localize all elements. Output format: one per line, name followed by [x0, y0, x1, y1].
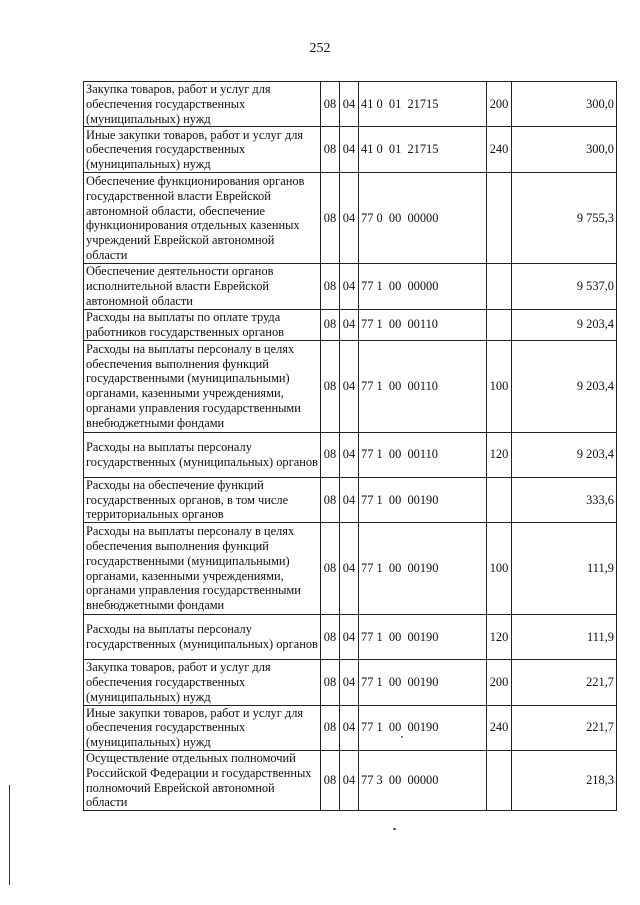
margin-scan-line — [9, 785, 10, 885]
amount-cell: 111,9 — [512, 615, 617, 660]
amount-cell: 9 203,4 — [512, 340, 617, 432]
target-article-cell: 77 1 00 00110 — [359, 309, 487, 340]
expense-type-cell: 200 — [487, 82, 512, 127]
subsection-code-cell: 04 — [340, 432, 359, 477]
section-code-cell: 08 — [321, 523, 340, 615]
section-code-cell: 08 — [321, 615, 340, 660]
section-code-cell: 08 — [321, 264, 340, 309]
expense-name-cell: Осуществление отдельных полномочий Российской Федерации и государственных полномочий Еврейской автономной области — [84, 750, 321, 810]
expense-name-cell: Иные закупки товаров, работ и услуг для обеспечения государственных (муниципальных) нужд — [84, 127, 321, 173]
expense-name-cell: Расходы на выплаты по оплате труда работников государственных органов — [84, 309, 321, 340]
section-code-cell: 08 — [321, 432, 340, 477]
expense-name-cell: Расходы на выплаты персоналу в целях обеспечения выполнения функций государственными (муниципальными) органами, казенными учреждениями, органами управления государственными внебюджетными фондами — [84, 340, 321, 432]
target-article-cell: 77 3 00 00000 — [359, 750, 487, 810]
subsection-code-cell: 04 — [340, 309, 359, 340]
target-article-cell: 77 1 00 00000 — [359, 264, 487, 309]
section-code-cell: 08 — [321, 705, 340, 750]
section-code-cell: 08 — [321, 340, 340, 432]
expense-name-cell: Закупка товаров, работ и услуг для обеспечения государственных (муниципальных) нужд — [84, 660, 321, 705]
expense-type-cell: 200 — [487, 660, 512, 705]
table-row — [84, 309, 617, 340]
table-row — [84, 705, 617, 750]
subsection-code-cell: 04 — [340, 264, 359, 309]
section-code-cell: 08 — [321, 660, 340, 705]
target-article-cell: 41 0 01 21715 — [359, 127, 487, 173]
target-article-cell: 77 1 00 00110 — [359, 340, 487, 432]
section-code-cell: 08 — [321, 477, 340, 522]
table-row — [84, 173, 617, 264]
subsection-code-cell: 04 — [340, 477, 359, 522]
subsection-code-cell: 04 — [340, 750, 359, 810]
expense-type-cell: 120 — [487, 615, 512, 660]
target-article-cell: 77 1 00 00190 — [359, 705, 487, 750]
expense-type-cell — [487, 264, 512, 309]
amount-cell: 300,0 — [512, 127, 617, 173]
expense-type-cell — [487, 173, 512, 264]
target-article-cell: 77 0 00 00000 — [359, 173, 487, 264]
table-row — [84, 340, 617, 432]
expense-name-cell: Расходы на выплаты персоналу в целях обеспечения выполнения функций государственными (муниципальными) органами, казенными учреждениями, органами управления государственными внебюджетными фондами — [84, 523, 321, 615]
target-article-cell: 77 1 00 00190 — [359, 615, 487, 660]
table-row — [84, 82, 617, 127]
table-row — [84, 523, 617, 615]
amount-cell: 221,7 — [512, 660, 617, 705]
amount-cell: 300,0 — [512, 82, 617, 127]
section-code-cell: 08 — [321, 82, 340, 127]
subsection-code-cell: 04 — [340, 523, 359, 615]
expense-name-cell: Расходы на обеспечение функций государственных органов, в том числе территориальных органов — [84, 477, 321, 522]
budget-table-body — [84, 82, 617, 811]
table-row — [84, 264, 617, 309]
amount-cell: 9 203,4 — [512, 432, 617, 477]
subsection-code-cell: 04 — [340, 82, 359, 127]
expense-type-cell: 240 — [487, 705, 512, 750]
scan-speck — [401, 736, 403, 738]
subsection-code-cell: 04 — [340, 340, 359, 432]
target-article-cell: 77 1 00 00190 — [359, 477, 487, 522]
expense-name-cell: Расходы на выплаты персоналу государственных (муниципальных) органов — [84, 615, 321, 660]
expense-name-cell: Расходы на выплаты персоналу государственных (муниципальных) органов — [84, 432, 321, 477]
expense-name-cell: Обеспечение деятельности органов исполнительной власти Еврейской автономной области — [84, 264, 321, 309]
table-row — [84, 477, 617, 522]
target-article-cell: 77 1 00 00110 — [359, 432, 487, 477]
expense-name-cell: Обеспечение функционирования органов государственной власти Еврейской автономной области, обеспечение функционирования отдельных казенных учреждений Еврейской автономной области — [84, 173, 321, 264]
expense-type-cell: 100 — [487, 340, 512, 432]
expense-name-cell: Закупка товаров, работ и услуг для обеспечения государственных (муниципальных) нужд — [84, 82, 321, 127]
expense-type-cell: 120 — [487, 432, 512, 477]
scan-speck — [393, 828, 396, 830]
expense-type-cell — [487, 309, 512, 340]
subsection-code-cell: 04 — [340, 660, 359, 705]
table-row — [84, 127, 617, 173]
page-number: 252 — [309, 41, 331, 56]
amount-cell: 9 755,3 — [512, 173, 617, 264]
subsection-code-cell: 04 — [340, 173, 359, 264]
expense-type-cell: 240 — [487, 127, 512, 173]
target-article-cell: 77 1 00 00190 — [359, 523, 487, 615]
target-article-cell: 41 0 01 21715 — [359, 82, 487, 127]
amount-cell: 333,6 — [512, 477, 617, 522]
expense-type-cell — [487, 750, 512, 810]
budget-table — [83, 81, 617, 811]
section-code-cell: 08 — [321, 173, 340, 264]
table-row — [84, 660, 617, 705]
table-row — [84, 432, 617, 477]
amount-cell: 111,9 — [512, 523, 617, 615]
table-row — [84, 615, 617, 660]
section-code-cell: 08 — [321, 127, 340, 173]
table-row — [84, 750, 617, 810]
target-article-cell: 77 1 00 00190 — [359, 660, 487, 705]
amount-cell: 9 537,0 — [512, 264, 617, 309]
subsection-code-cell: 04 — [340, 127, 359, 173]
amount-cell: 218,3 — [512, 750, 617, 810]
amount-cell: 221,7 — [512, 705, 617, 750]
subsection-code-cell: 04 — [340, 615, 359, 660]
expense-type-cell: 100 — [487, 523, 512, 615]
section-code-cell: 08 — [321, 309, 340, 340]
section-code-cell: 08 — [321, 750, 340, 810]
amount-cell: 9 203,4 — [512, 309, 617, 340]
expense-type-cell — [487, 477, 512, 522]
subsection-code-cell: 04 — [340, 705, 359, 750]
expense-name-cell: Иные закупки товаров, работ и услуг для обеспечения государственных (муниципальных) нужд — [84, 705, 321, 750]
